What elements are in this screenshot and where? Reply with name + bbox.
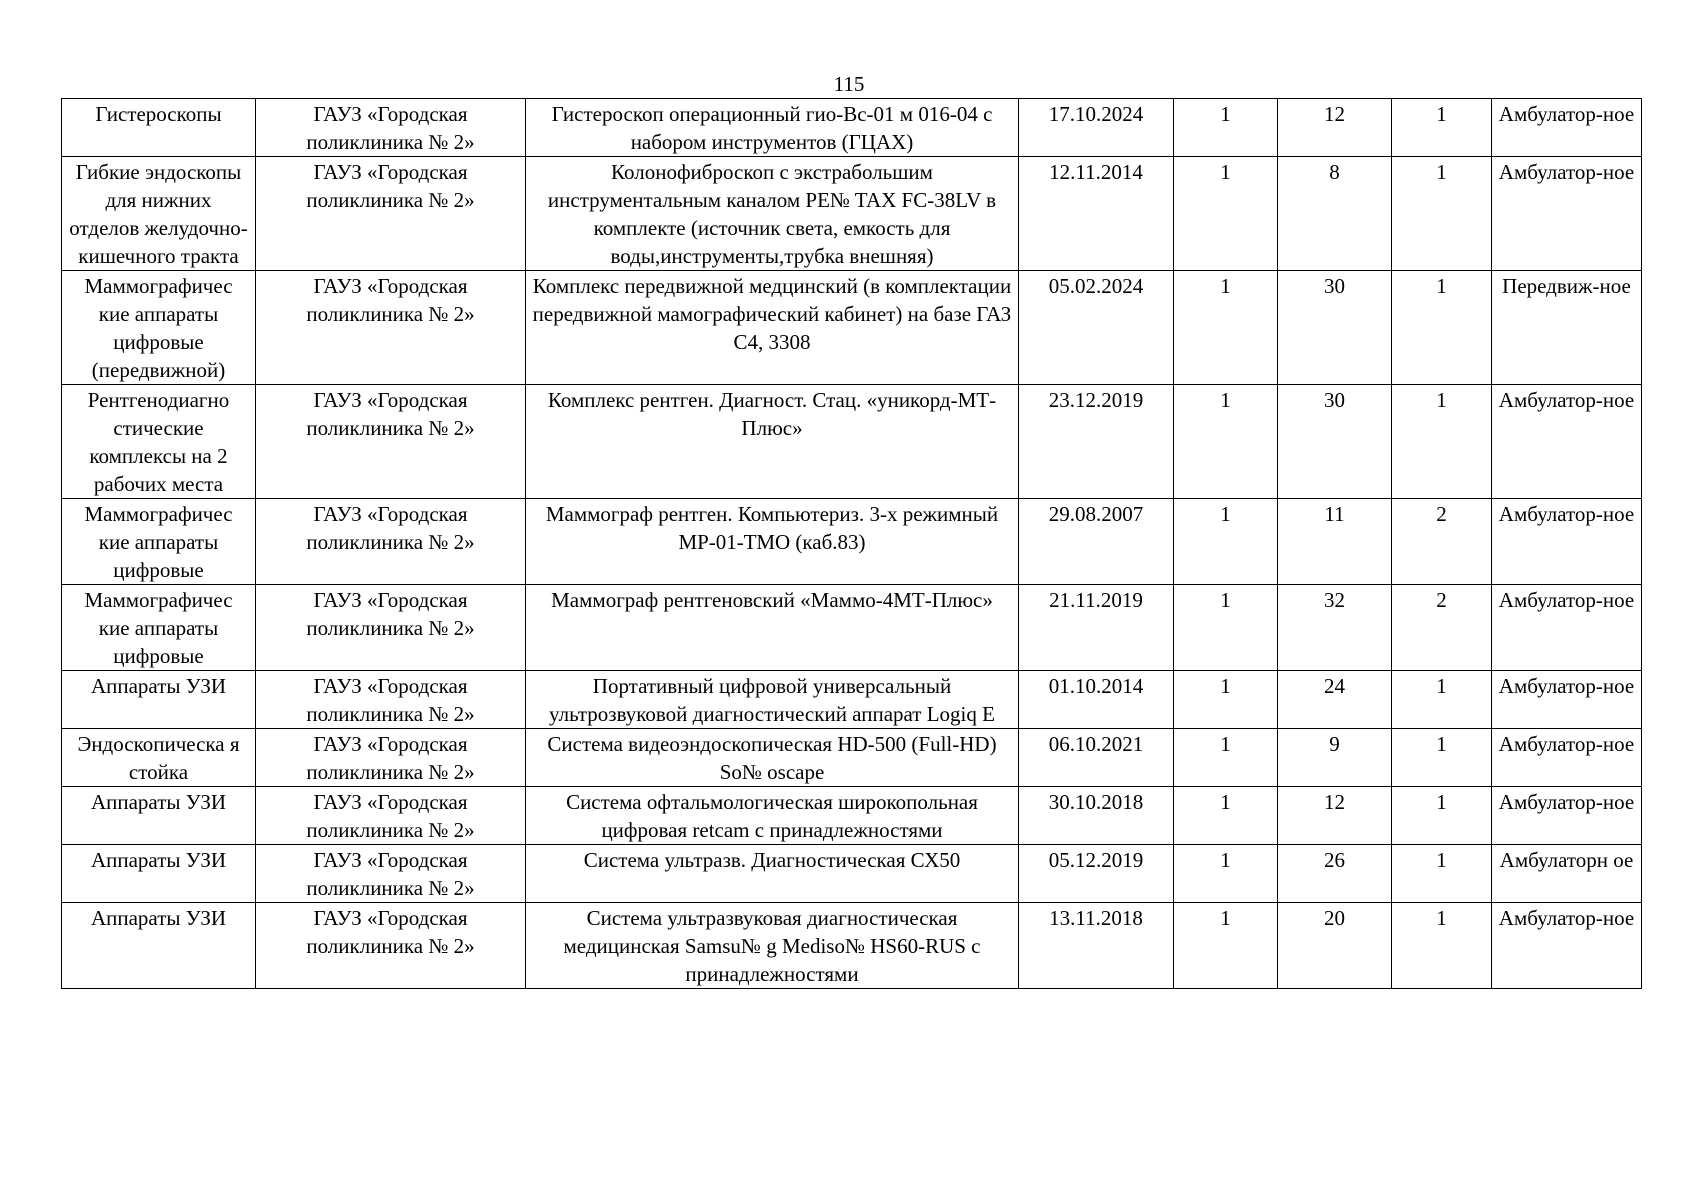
organization-cell: ГАУЗ «Городская поликлиника № 2» [256,385,526,499]
organization-cell: ГАУЗ «Городская поликлиника № 2» [256,729,526,787]
shifts-cell: 1 [1392,385,1492,499]
table-row [62,671,1642,729]
usage-mode-cell: Амбулаторн ое [1492,845,1642,903]
shifts-cell: 1 [1392,671,1492,729]
equipment-type-cell: Маммографичес кие аппараты цифровые [62,499,256,585]
equipment-type-cell: Эндоскопическа я стойка [62,729,256,787]
usage-mode-cell: Амбулатор-ное [1492,99,1642,157]
device-name-cell: Гистероскоп операционный гио-Вс-01 м 016-04 с набором инструментов (ГЦАХ) [526,99,1019,157]
commissioning-date-cell: 30.10.2018 [1019,787,1174,845]
equipment-type-cell: Аппараты УЗИ [62,845,256,903]
device-name-cell: Система ультразв. Диагностическая СХ50 [526,845,1019,903]
service-years-cell: 12 [1278,787,1392,845]
device-name-cell: Комплекс рентген. Диагност. Стац. «уникорд-МТ-Плюс» [526,385,1019,499]
quantity-cell: 1 [1174,729,1278,787]
commissioning-date-cell: 29.08.2007 [1019,499,1174,585]
equipment-type-cell: Аппараты УЗИ [62,671,256,729]
table-row [62,585,1642,671]
commissioning-date-cell: 06.10.2021 [1019,729,1174,787]
shifts-cell: 1 [1392,903,1492,989]
equipment-type-cell: Аппараты УЗИ [62,903,256,989]
table-row [62,729,1642,787]
shifts-cell: 1 [1392,99,1492,157]
quantity-cell: 1 [1174,271,1278,385]
service-years-cell: 30 [1278,385,1392,499]
usage-mode-cell: Амбулатор-ное [1492,385,1642,499]
equipment-type-cell: Гистероскопы [62,99,256,157]
usage-mode-cell: Амбулатор-ное [1492,585,1642,671]
device-name-cell: Система ультразвуковая диагностическая медицинская Samsu№ g Mediso№ HS60-RUS с принадлежностями [526,903,1019,989]
quantity-cell: 1 [1174,585,1278,671]
shifts-cell: 2 [1392,585,1492,671]
quantity-cell: 1 [1174,157,1278,271]
commissioning-date-cell: 01.10.2014 [1019,671,1174,729]
service-years-cell: 20 [1278,903,1392,989]
organization-cell: ГАУЗ «Городская поликлиника № 2» [256,845,526,903]
equipment-type-cell: Рентгенодиагно стические комплексы на 2 рабочих места [62,385,256,499]
device-name-cell: Маммограф рентген. Компьютериз. 3-х режимный МР-01-ТМО (каб.83) [526,499,1019,585]
service-years-cell: 24 [1278,671,1392,729]
service-years-cell: 8 [1278,157,1392,271]
quantity-cell: 1 [1174,499,1278,585]
usage-mode-cell: Амбулатор-ное [1492,157,1642,271]
equipment-type-cell: Маммографичес кие аппараты цифровые [62,585,256,671]
quantity-cell: 1 [1174,903,1278,989]
service-years-cell: 12 [1278,99,1392,157]
table-row [62,385,1642,499]
service-years-cell: 26 [1278,845,1392,903]
equipment-type-cell: Гибкие эндоскопы для нижних отделов желудочно-кишечного тракта [62,157,256,271]
usage-mode-cell: Передвиж-ное [1492,271,1642,385]
service-years-cell: 11 [1278,499,1392,585]
organization-cell: ГАУЗ «Городская поликлиника № 2» [256,271,526,385]
usage-mode-cell: Амбулатор-ное [1492,499,1642,585]
usage-mode-cell: Амбулатор-ное [1492,787,1642,845]
service-years-cell: 32 [1278,585,1392,671]
service-years-cell: 9 [1278,729,1392,787]
table-row [62,499,1642,585]
usage-mode-cell: Амбулатор-ное [1492,729,1642,787]
table-row [62,787,1642,845]
quantity-cell: 1 [1174,787,1278,845]
device-name-cell: Система видеоэндоскопическая HD-500 (Full-HD) So№ oscape [526,729,1019,787]
table-row [62,903,1642,989]
shifts-cell: 1 [1392,787,1492,845]
service-years-cell: 30 [1278,271,1392,385]
quantity-cell: 1 [1174,385,1278,499]
shifts-cell: 1 [1392,271,1492,385]
organization-cell: ГАУЗ «Городская поликлиника № 2» [256,787,526,845]
organization-cell: ГАУЗ «Городская поликлиника № 2» [256,671,526,729]
quantity-cell: 1 [1174,99,1278,157]
table-row [62,845,1642,903]
quantity-cell: 1 [1174,671,1278,729]
equipment-table [61,98,1642,989]
table-row [62,271,1642,385]
equipment-type-cell: Маммографичес кие аппараты цифровые (передвижной) [62,271,256,385]
commissioning-date-cell: 13.11.2018 [1019,903,1174,989]
commissioning-date-cell: 05.12.2019 [1019,845,1174,903]
organization-cell: ГАУЗ «Городская поликлиника № 2» [256,99,526,157]
shifts-cell: 1 [1392,157,1492,271]
commissioning-date-cell: 12.11.2014 [1019,157,1174,271]
equipment-type-cell: Аппараты УЗИ [62,787,256,845]
organization-cell: ГАУЗ «Городская поликлиника № 2» [256,903,526,989]
device-name-cell: Комплекс передвижной медцинский (в комплектации передвижной мамографический кабинет) на базе ГАЗ С4, 3308 [526,271,1019,385]
quantity-cell: 1 [1174,845,1278,903]
shifts-cell: 2 [1392,499,1492,585]
commissioning-date-cell: 05.02.2024 [1019,271,1174,385]
device-name-cell: Портативный цифровой универсальный ультрозвуковой диагностический аппарат Logiq E [526,671,1019,729]
usage-mode-cell: Амбулатор-ное [1492,671,1642,729]
table-row [62,157,1642,271]
table-body [62,99,1642,989]
organization-cell: ГАУЗ «Городская поликлиника № 2» [256,585,526,671]
organization-cell: ГАУЗ «Городская поликлиника № 2» [256,499,526,585]
table-row [62,99,1642,157]
usage-mode-cell: Амбулатор-ное [1492,903,1642,989]
shifts-cell: 1 [1392,845,1492,903]
device-name-cell: Маммограф рентгеновский «Маммо-4МТ-Плюс» [526,585,1019,671]
commissioning-date-cell: 23.12.2019 [1019,385,1174,499]
organization-cell: ГАУЗ «Городская поликлиника № 2» [256,157,526,271]
shifts-cell: 1 [1392,729,1492,787]
commissioning-date-cell: 17.10.2024 [1019,99,1174,157]
commissioning-date-cell: 21.11.2019 [1019,585,1174,671]
page-number: 115 [833,72,865,96]
device-name-cell: Система офтальмологическая широкопольная цифровая retcam с принадлежностями [526,787,1019,845]
device-name-cell: Колонофиброскоп с экстрабольшим инструментальным каналом PE№ TAX FC-38LV в комплекте (источник света, емкость для воды,инструменты,трубка внешняя) [526,157,1019,271]
